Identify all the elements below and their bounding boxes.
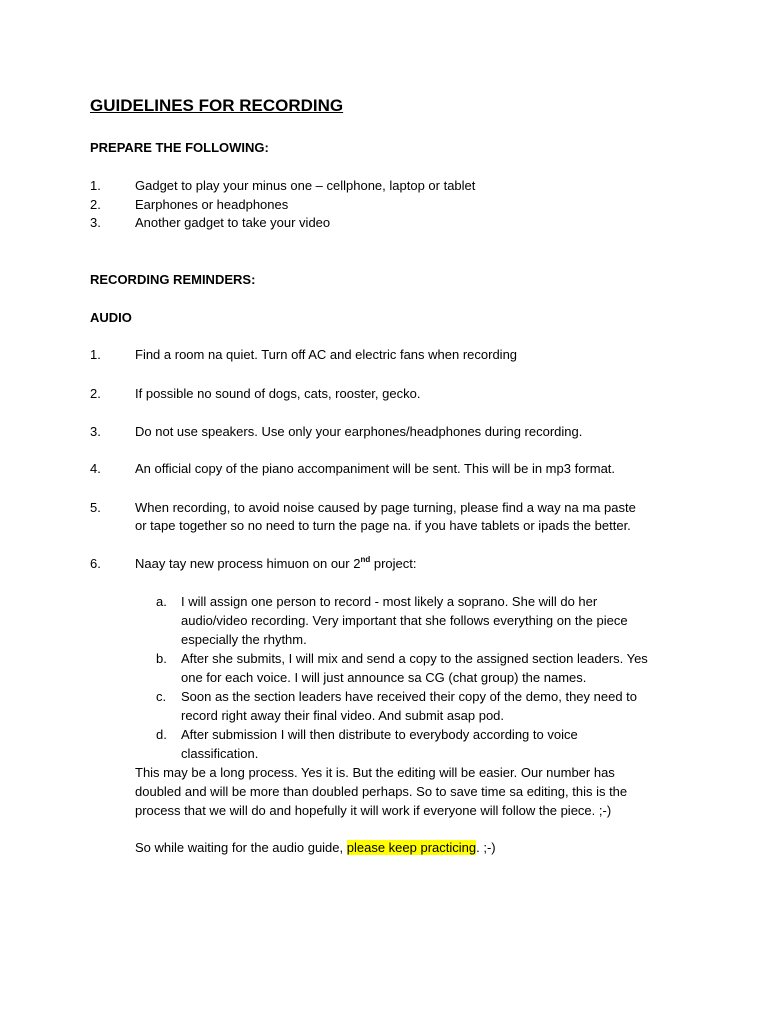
list-number: 5. [90, 500, 101, 515]
sub-text-continued: classification. [181, 746, 259, 761]
list-number: 6. [90, 556, 101, 571]
list-item [90, 460, 615, 477]
sub-text-continued: audio/video recording. Very important that she follows everything on the piece [181, 613, 628, 628]
list-text: Another gadget to take your video [135, 215, 331, 230]
sub-text-continued: record right away their final video. And submit asap pod. [181, 708, 505, 723]
audio-heading: AUDIO [90, 310, 132, 325]
list-item [90, 555, 417, 572]
sub-text-continued: one for each voice. I will just announce sa CG (chat group) the names. [181, 670, 587, 685]
list-item [90, 346, 517, 363]
list-number: 3. [90, 424, 101, 439]
sub-text: After she submits, I will mix and send a copy to the assigned section leaders. Yes [181, 651, 648, 666]
final-text-after: . ;-) [476, 840, 496, 855]
list-text: When recording, to avoid noise caused by page turning, please find a way na ma paste [135, 500, 636, 515]
list-item [90, 177, 475, 194]
list-text: Find a room na quiet. Turn off AC and electric fans when recording [135, 347, 518, 362]
prepare-heading: PREPARE THE FOLLOWING: [90, 140, 269, 155]
sub-list-item [156, 688, 637, 705]
list-item [90, 499, 636, 516]
sub-text: After submission I will then distribute to everybody according to voice [181, 727, 578, 742]
sub-text-continued: especially the rhythm. [181, 632, 307, 647]
list-text: If possible no sound of dogs, cats, rooster, gecko. [135, 386, 421, 401]
list-number: 4. [90, 461, 101, 476]
sub-letter: a. [156, 594, 167, 609]
sub-text: Soon as the section leaders have received their copy of the demo, they need to [181, 689, 638, 704]
list-text-continued: or tape together so no need to turn the page na. if you have tablets or ipads the better. [135, 518, 631, 533]
item6-prefix: Naay tay new process himuon on our 2 [135, 556, 361, 571]
list-item [90, 385, 420, 402]
sub-list-item [156, 650, 648, 667]
sub-letter: b. [156, 651, 167, 666]
list-number: 2. [90, 197, 101, 212]
sub-text: I will assign one person to record - most likely a soprano. She will do her [181, 594, 598, 609]
item6-suffix: project: [370, 556, 417, 571]
list-text: An official copy of the piano accompaniment will be sent. This will be in mp3 format. [135, 461, 616, 476]
sub-list-item [156, 726, 578, 743]
list-item [90, 423, 582, 440]
list-text: Do not use speakers. Use only your earphones/headphones during recording. [135, 424, 583, 439]
list-number: 2. [90, 386, 101, 401]
closing-paragraph-line: This may be a long process. Yes it is. But the editing will be easier. Our number has [135, 765, 615, 780]
list-number: 1. [90, 347, 101, 362]
closing-paragraph-line: process that we will do and hopefully it will work if everyone will follow the piece. ;-) [135, 803, 612, 818]
closing-paragraph-line: doubled and will be more than doubled perhaps. So to save time sa editing, this is the [135, 784, 628, 799]
final-line [135, 839, 496, 856]
list-item [90, 196, 288, 213]
sub-letter: d. [156, 727, 167, 742]
final-text-before: So while waiting for the audio guide, [135, 840, 347, 855]
list-number: 1. [90, 178, 101, 193]
list-item [90, 214, 330, 231]
list-text [135, 556, 417, 571]
sub-list-item [156, 593, 597, 610]
reminders-heading: RECORDING REMINDERS: [90, 272, 256, 287]
sub-letter: c. [156, 689, 167, 704]
list-text: Gadget to play your minus one – cellphone, laptop or tablet [135, 178, 476, 193]
ordinal-suffix: nd [360, 555, 371, 564]
list-number: 3. [90, 215, 101, 230]
page-title: GUIDELINES FOR RECORDING [90, 96, 344, 115]
highlighted-text: please keep practicing [346, 840, 477, 855]
list-text: Earphones or headphones [135, 197, 289, 212]
